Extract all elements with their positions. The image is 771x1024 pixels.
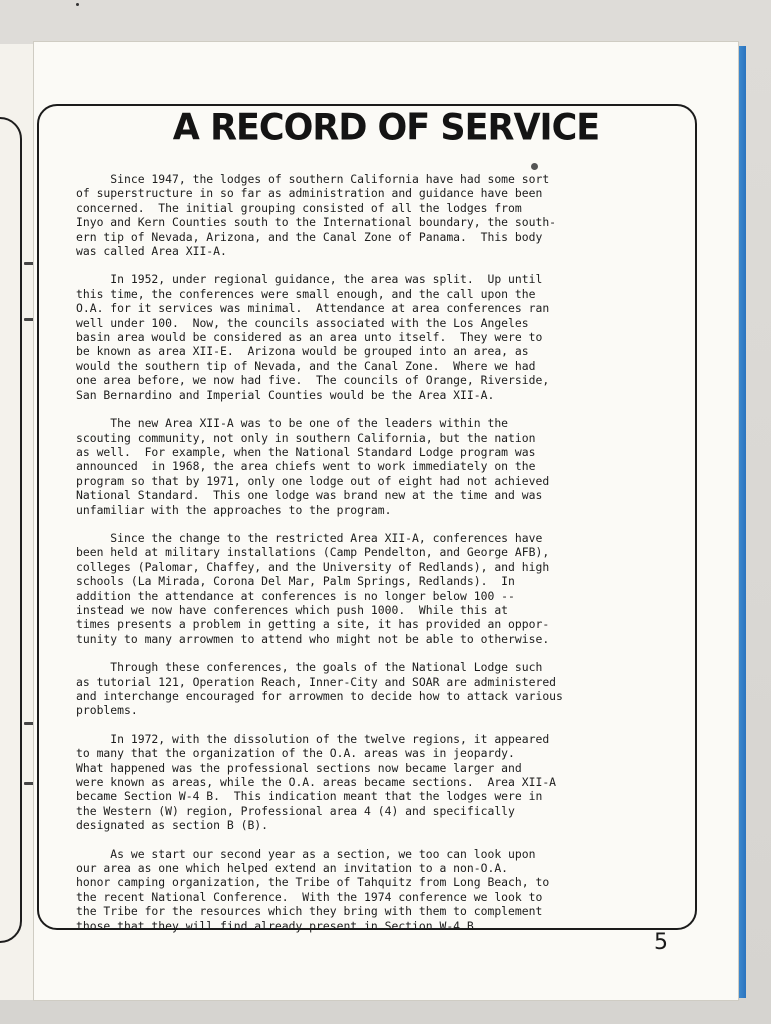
text-line: as well. For example, when the National Standard Lodge program was — [76, 444, 536, 459]
text-line: National Standard. This one lodge was brand new at the time and was — [76, 488, 543, 503]
left-facing-page-edge — [0, 44, 35, 1000]
paragraph — [76, 272, 686, 402]
article-body — [76, 172, 686, 947]
text-line: problems. — [76, 703, 138, 718]
text-line: scouting community, not only in southern California, but the nation — [76, 430, 536, 445]
text-line: unfamiliar with the approaches to the program. — [76, 502, 392, 517]
text-line: be known as area XII-E. Arizona would be grouped into an area, as — [76, 344, 529, 359]
text-line: been held at military installations (Camp Pendelton, and George AFB), — [76, 545, 550, 560]
text-line: colleges (Palomar, Chaffey, and the University of Redlands), and high — [76, 559, 550, 574]
text-line: Since the change to the restricted Area XII-A, conferences have — [76, 530, 543, 545]
paragraph — [76, 172, 686, 258]
text-line: basin area would be considered as an area unto itself. They were to — [76, 330, 543, 345]
text-line: designated as section B (B). — [76, 818, 269, 833]
text-line: became Section W-4 B. This indication meant that the lodges were in — [76, 789, 543, 804]
text-line: Inyo and Kern Counties south to the International boundary, the south- — [76, 215, 557, 230]
text-line: honor camping organization, the Tribe of Tahquitz from Long Beach, to — [76, 875, 550, 890]
text-line: of superstructure in so far as administration and guidance have been — [76, 186, 543, 201]
text-line: those that they will find already present in Section W-4 B. — [76, 918, 481, 933]
text-line: to many that the organization of the O.A. areas was in jeopardy. — [76, 746, 515, 761]
text-line: What happened was the professional sections now became larger and — [76, 760, 522, 775]
text-line: concerned. The initial grouping consisted of all the lodges from — [76, 200, 522, 215]
text-line: well under 100. Now, the councils associated with the Los Angeles — [76, 315, 529, 330]
text-line: the Tribe for the resources which they bring with them to complement — [76, 904, 543, 919]
text-line: In 1952, under regional guidance, the area was split. Up until — [76, 272, 543, 287]
text-line: In 1972, with the dissolution of the twelve regions, it appeared — [76, 731, 550, 746]
text-line: the recent National Conference. With the 1974 conference we look to — [76, 889, 543, 904]
page-number: 5 — [654, 930, 668, 955]
text-line: instead we now have conferences which push 1000. While this at — [76, 602, 509, 617]
text-line: The new Area XII-A was to be one of the leaders within the — [76, 416, 509, 431]
scan-speck — [76, 3, 79, 6]
blue-cover-edge — [738, 46, 746, 998]
page-title: A RECORD OF SERVICE — [172, 107, 600, 149]
text-line: would the southern tip of Nevada, and the Canal Zone. Where we had — [76, 358, 536, 373]
text-line: Since 1947, the lodges of southern California have had some sort — [76, 172, 550, 186]
paragraph — [76, 531, 686, 646]
text-line: tunity to many arrowmen to attend who might not be able to otherwise. — [76, 631, 550, 646]
ink-blot — [531, 163, 538, 170]
paragraph — [76, 847, 686, 933]
text-line: O.A. for it services was minimal. Attendance at area conferences ran — [76, 301, 550, 316]
text-line: this time, the conferences were small enough, and the call upon the — [76, 286, 536, 301]
left-page-frame-border — [0, 117, 22, 943]
text-line: were known as areas, while the O.A. areas became sections. Area XII-A — [76, 775, 557, 790]
paragraph — [76, 660, 686, 718]
text-line: announced in 1968, the area chiefs went to work immediately on the — [76, 459, 536, 474]
text-line: times presents a problem in getting a site, it has provided an oppor- — [76, 617, 550, 632]
text-line: San Bernardino and Imperial Counties would be the Area XII-A. — [76, 387, 495, 402]
paragraph — [76, 732, 686, 833]
text-line: our area as one which helped extend an invitation to a non-O.A. — [76, 861, 509, 876]
text-line: ern tip of Nevada, Arizona, and the Canal Zone of Panama. This body — [76, 229, 543, 244]
text-line: and interchange encouraged for arrowmen to decide how to attack various — [76, 689, 563, 703]
text-line: the Western (W) region, Professional area 4 (4) and specifically — [76, 803, 515, 818]
paragraph — [76, 416, 686, 517]
text-line: was called Area XII-A. — [76, 244, 227, 259]
text-line: Through these conferences, the goals of the National Lodge such — [76, 660, 543, 675]
text-line: program so that by 1971, only one lodge out of eight had not achieved — [76, 473, 550, 488]
text-line: schools (La Mirada, Corona Del Mar, Palm Springs, Redlands). In — [76, 574, 515, 589]
text-line: one area before, we now had five. The councils of Orange, Riverside, — [76, 373, 550, 388]
text-line: addition the attendance at conferences is no longer below 100 -- — [76, 588, 515, 603]
text-line: As we start our second year as a section, we too can look upon — [76, 846, 536, 861]
text-line: as tutorial 121, Operation Reach, Inner-City and SOAR are administered — [76, 674, 557, 689]
document-page — [34, 42, 738, 1000]
